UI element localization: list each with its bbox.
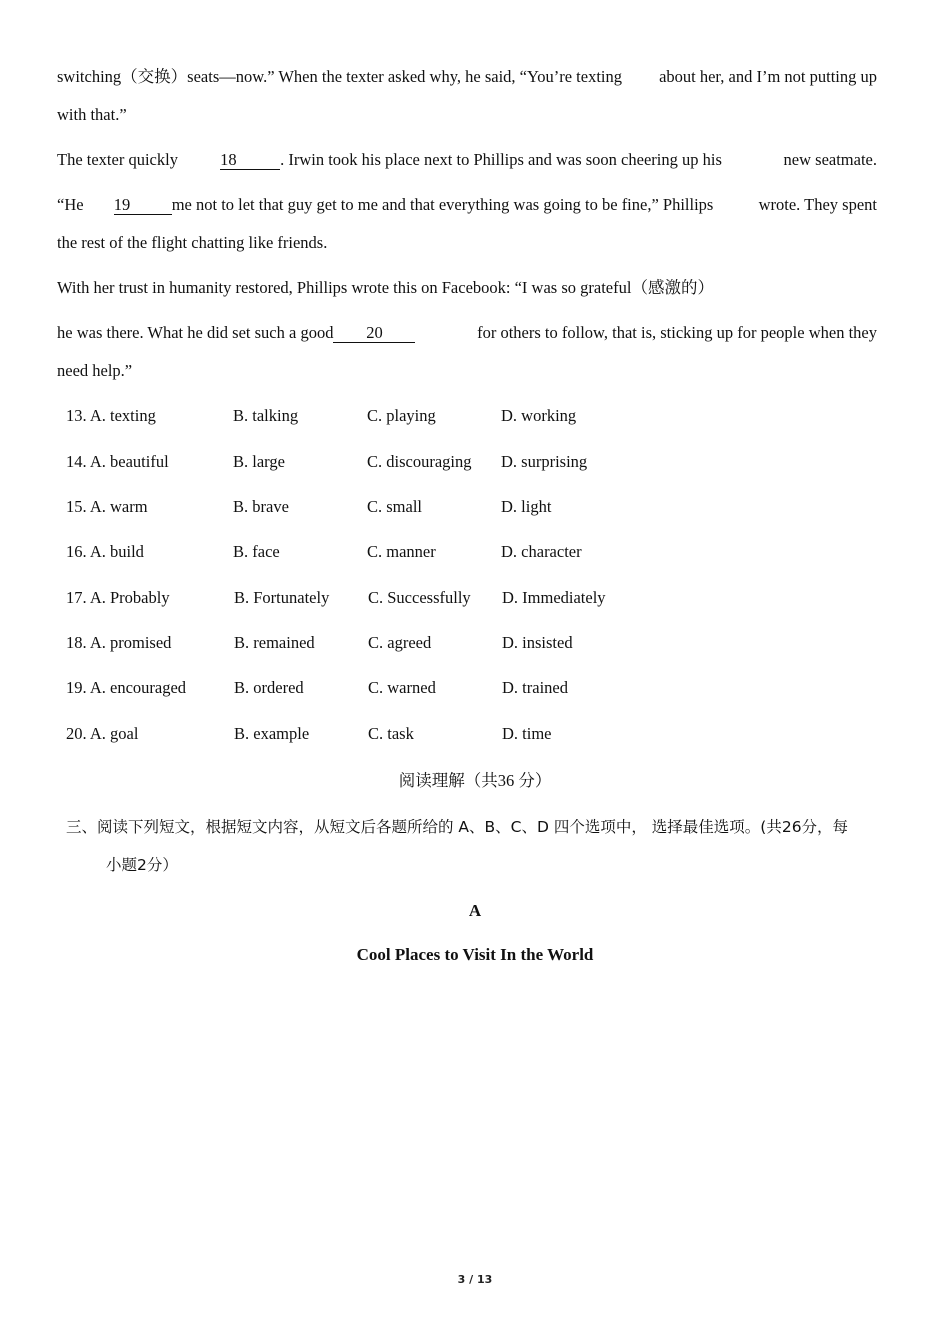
- option-d: D. light: [501, 497, 552, 516]
- option-a: A. texting: [89, 406, 156, 425]
- option-d: D. insisted: [502, 633, 573, 652]
- option-c: C. small: [367, 497, 423, 516]
- option-b: B. example: [234, 724, 310, 743]
- passage-line-7: [57, 323, 877, 343]
- option-c: C. task: [368, 724, 414, 743]
- option-a: A. Probably: [89, 588, 170, 607]
- option-d: D. character: [501, 542, 582, 561]
- passage-text: The texter quickly: [57, 150, 178, 169]
- option-a: A. warm: [89, 497, 148, 516]
- option-b: B. large: [233, 452, 285, 471]
- option-d: D. Immediately: [502, 588, 606, 607]
- page-number: 3 / 13: [457, 1273, 493, 1286]
- option-d: D. trained: [502, 678, 568, 697]
- passage-text: switching（交换）seats—now.” When the texter asked why, he said, “You’re texting: [57, 67, 623, 86]
- option-b: B. Fortunately: [234, 588, 330, 607]
- option-b: B. talking: [233, 406, 299, 425]
- option-a: A. beautiful: [89, 452, 169, 471]
- option-c: C. discouraging: [367, 452, 472, 471]
- passage-line-1: [57, 67, 877, 87]
- section-title: 阅读理解（共36 分）: [398, 771, 552, 790]
- passage-text: the rest of the flight chatting like friends.: [57, 233, 328, 252]
- option-c: C. warned: [368, 678, 436, 697]
- option-a: A. goal: [89, 724, 139, 743]
- passage-text: new seatmate.: [783, 150, 877, 169]
- option-b: B. face: [233, 542, 280, 561]
- passage-line-5: [57, 233, 877, 253]
- option-c: C. agreed: [368, 633, 432, 652]
- option-a: A. build: [89, 542, 144, 561]
- passage-line-2: [57, 105, 877, 125]
- section-instruction-cont: 小题2分）: [106, 856, 178, 874]
- option-b: B. remained: [234, 633, 315, 652]
- passage-text: for others to follow, that is, sticking up for people when they: [477, 323, 877, 342]
- article-title: Cool Places to Visit In the World: [356, 945, 594, 964]
- section-instruction: 三、阅读下列短文，根据短文内容，从短文后各题所给的 A、B、C、D 四个选项中， 选择最佳选项。(共26分，每: [66, 818, 849, 836]
- passage-text: me not to let that guy get to me and that everything was going to be fine,” Phillips: [171, 195, 714, 214]
- passage-text: With her trust in humanity restored, Phillips wrote this on Facebook: “I was so grateful（感激的）: [57, 278, 714, 297]
- passage-text: wrote. They spent: [758, 195, 877, 214]
- passage-text: with that.”: [57, 105, 127, 124]
- passage-text: he was there. What he did set such a good: [57, 323, 334, 342]
- part-label: A: [468, 901, 482, 920]
- blank-20: 20: [333, 324, 415, 343]
- passage-text: . Irwin took his place next to Phillips and was soon cheering up his: [280, 150, 722, 169]
- passage-text: need help.”: [57, 361, 133, 380]
- option-d: D. surprising: [501, 452, 588, 471]
- passage-text: “He: [57, 195, 84, 214]
- passage-line-4: [57, 195, 877, 215]
- option-a: A. promised: [89, 633, 172, 652]
- option-d: D. working: [501, 406, 577, 425]
- passage-line-8: [57, 361, 877, 381]
- option-b: B. brave: [233, 497, 289, 516]
- passage-text: about her, and I’m not putting up: [659, 67, 877, 86]
- option-c: C. Successfully: [368, 588, 471, 607]
- option-c: C. manner: [367, 542, 436, 561]
- option-c: C. playing: [367, 406, 436, 425]
- passage-line-3: [57, 150, 877, 170]
- option-a: A. encouraged: [89, 678, 187, 697]
- exam-page: switching（交换）seats—now.” When the texter asked why, he said, “You’re texting about her, and I’m not putting up with that.” The texter quickly 18 . Irwin took his place next to Phillips and was soon cheering up his new seatmate. “He 19 me not to let that guy get to me and that everything was going to be fine,” Phillips wrote. They spent the rest of the flight chatting like friends. With her trust in humanity restored, Phillips wrote this on Facebook: “I was so grateful（感激的） he was there. What he did set such a good 20 for others to follow, that is, sticking up for people when they need help.” 13. A. texting B. talking C. playing D. working 14. A. beautiful B. large C. discouraging D. surprising 15. A. warm B. brave C. small D. light 16. A. build B. face C. manner D. character 17. A. Probably B. Fortunately C. Successfully D. Immediately 18. A. promised B. remained C. agreed D. insisted 19. A. encouraged B. ordered C. warned D. trained 20. A. goal B. example C. task D. time 阅读理解（共36 分） 三、阅读下列短文，根据短文内容，从短文后各题所给的 A、B、C、D 四个选项中， 选择最佳选项。(共26分，每 小题2分） A Cool Places to Visit In the World 3 / 13: [0, 0, 950, 1344]
- passage-line-6: [57, 278, 877, 298]
- blank-19: 19: [114, 196, 172, 215]
- option-d: D. time: [502, 724, 552, 743]
- blank-18: 18: [220, 151, 280, 170]
- option-b: B. ordered: [234, 678, 304, 697]
